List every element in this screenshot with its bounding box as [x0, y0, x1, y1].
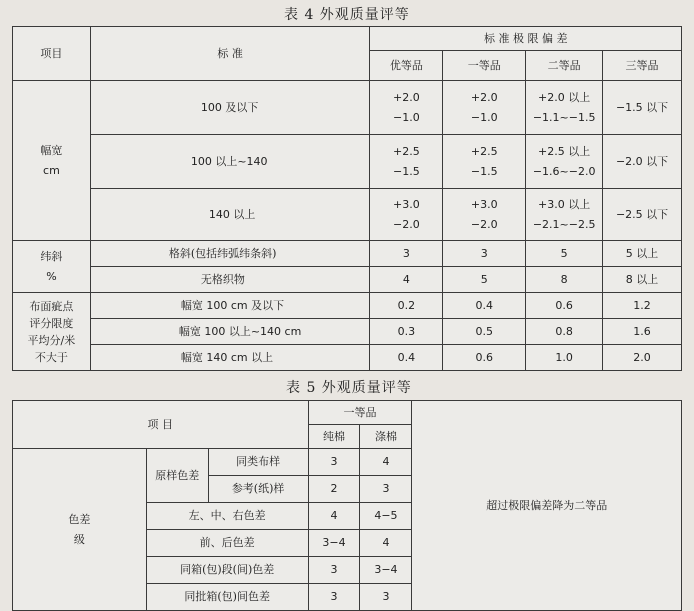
- header-grade-second: 二等品: [526, 51, 603, 81]
- t5-poly: 4: [360, 530, 412, 557]
- skew-label: 纬斜: [40, 249, 63, 263]
- defect-label-line: 不大于: [34, 350, 68, 364]
- value: +3.0: [470, 197, 498, 211]
- skew-g3: 5: [526, 241, 603, 267]
- color-diff-label: 色差: [68, 512, 91, 526]
- width-g4: −1.5 以下: [603, 81, 682, 135]
- skew-g4: 8 以上: [603, 267, 682, 293]
- table5-title: 表 5 外观质量评等: [286, 380, 412, 396]
- header-grade-first: 一等品: [443, 51, 526, 81]
- skew-g2: 5: [443, 267, 526, 293]
- skew-std: 无格织物: [90, 267, 370, 293]
- defect-label-line: 平均分/米: [27, 333, 76, 347]
- value: +2.5: [393, 144, 420, 158]
- width-label: 幅宽: [40, 143, 63, 157]
- value: +2.0: [470, 90, 498, 104]
- defect-g4: 1.2: [603, 293, 682, 319]
- color-diff-unit: 级: [73, 532, 85, 546]
- value: +3.0 以上: [538, 197, 591, 211]
- defect-g4: 2.0: [603, 345, 682, 371]
- t5-row-label: 参考(纸)样: [208, 476, 308, 503]
- width-g3: [526, 189, 603, 241]
- defect-g3: 1.0: [526, 345, 603, 371]
- t5-header-cotton: 纯棉: [308, 425, 360, 449]
- defect-g2: 0.4: [443, 293, 526, 319]
- value: −2.0: [393, 217, 420, 231]
- table4-title: 表 4 外观质量评等: [284, 7, 410, 23]
- t5-note: 超过极限偏差降为二等品: [412, 401, 682, 611]
- width-g2: [443, 135, 526, 189]
- t5-row-label: 同批箱(包)间色差: [146, 584, 308, 611]
- value: −1.5: [393, 164, 420, 178]
- value: +2.0: [393, 90, 420, 104]
- skew-g2: 3: [443, 241, 526, 267]
- width-std: 100 及以下: [90, 81, 370, 135]
- value: +2.5: [470, 144, 498, 158]
- header-grade-premium: 优等品: [370, 51, 443, 81]
- t5-row-label: 前、后色差: [146, 530, 308, 557]
- defect-g1: 0.3: [370, 319, 443, 345]
- sample-diff-label: 原样色差: [146, 449, 208, 503]
- value: −1.6~−2.0: [532, 164, 596, 178]
- width-g4: −2.5 以下: [603, 189, 682, 241]
- t5-poly: 3−4: [360, 557, 412, 584]
- width-g3: [526, 81, 603, 135]
- header-grade-third: 三等品: [603, 51, 682, 81]
- width-g1: [370, 189, 443, 241]
- skew-label-cell: [13, 241, 91, 293]
- t5-header-first-grade: 一等品: [308, 401, 412, 425]
- width-std: 140 以上: [90, 189, 370, 241]
- header-limit-deviation: 标 准 极 限 偏 差: [370, 27, 682, 51]
- table5: [12, 400, 682, 611]
- skew-g4: 5 以上: [603, 241, 682, 267]
- skew-std: 格斜(包括纬弧纬条斜): [90, 241, 370, 267]
- defect-g2: 0.5: [443, 319, 526, 345]
- width-g1: [370, 81, 443, 135]
- defect-g1: 0.2: [370, 293, 443, 319]
- value: −1.5: [470, 164, 498, 178]
- t5-cotton: 4: [308, 503, 360, 530]
- t5-poly: 4: [360, 449, 412, 476]
- width-label-cell: [13, 81, 91, 241]
- t5-row-label: 同类布样: [208, 449, 308, 476]
- defect-g2: 0.6: [443, 345, 526, 371]
- value: −1.1~−1.5: [532, 110, 596, 124]
- defect-std: 幅宽 140 cm 以上: [90, 345, 370, 371]
- skew-unit: %: [46, 269, 57, 283]
- t5-cotton: 3: [308, 557, 360, 584]
- t5-row-label: 同箱(包)段(间)色差: [146, 557, 308, 584]
- t5-header-polycotton: 涤棉: [360, 425, 412, 449]
- skew-g3: 8: [526, 267, 603, 293]
- defect-g3: 0.6: [526, 293, 603, 319]
- t5-cotton: 3: [308, 584, 360, 611]
- defect-label-line: 布面疵点: [29, 299, 74, 313]
- width-g3: [526, 135, 603, 189]
- t5-cotton: 3: [308, 449, 360, 476]
- width-g1: [370, 135, 443, 189]
- value: +2.0 以上: [538, 90, 591, 104]
- skew-g1: 3: [370, 241, 443, 267]
- defect-label-line: 评分限度: [29, 316, 74, 330]
- header-item: 项目: [13, 27, 91, 81]
- table4: [12, 26, 682, 371]
- defect-label-cell: [13, 293, 91, 371]
- defect-g4: 1.6: [603, 319, 682, 345]
- defect-std: 幅宽 100 cm 及以下: [90, 293, 370, 319]
- defect-g1: 0.4: [370, 345, 443, 371]
- value: +2.5 以上: [538, 144, 591, 158]
- width-g2: [443, 81, 526, 135]
- width-std: 100 以上~140: [90, 135, 370, 189]
- t5-poly: 3: [360, 584, 412, 611]
- defect-std: 幅宽 100 以上~140 cm: [90, 319, 370, 345]
- skew-g1: 4: [370, 267, 443, 293]
- value: −2.1~−2.5: [532, 217, 596, 231]
- defect-g3: 0.8: [526, 319, 603, 345]
- width-unit: cm: [43, 163, 60, 177]
- t5-cotton: 2: [308, 476, 360, 503]
- value: +3.0: [393, 197, 420, 211]
- t5-cotton: 3−4: [308, 530, 360, 557]
- t5-row-label: 左、中、右色差: [146, 503, 308, 530]
- value: −2.0: [470, 217, 498, 231]
- value: −1.0: [470, 110, 498, 124]
- t5-poly: 3: [360, 476, 412, 503]
- t5-poly: 4−5: [360, 503, 412, 530]
- color-diff-label-cell: [13, 449, 147, 611]
- t5-header-item: 项 目: [13, 401, 309, 449]
- width-g4: −2.0 以下: [603, 135, 682, 189]
- width-g2: [443, 189, 526, 241]
- header-standard: 标 准: [90, 27, 370, 81]
- value: −1.0: [393, 110, 420, 124]
